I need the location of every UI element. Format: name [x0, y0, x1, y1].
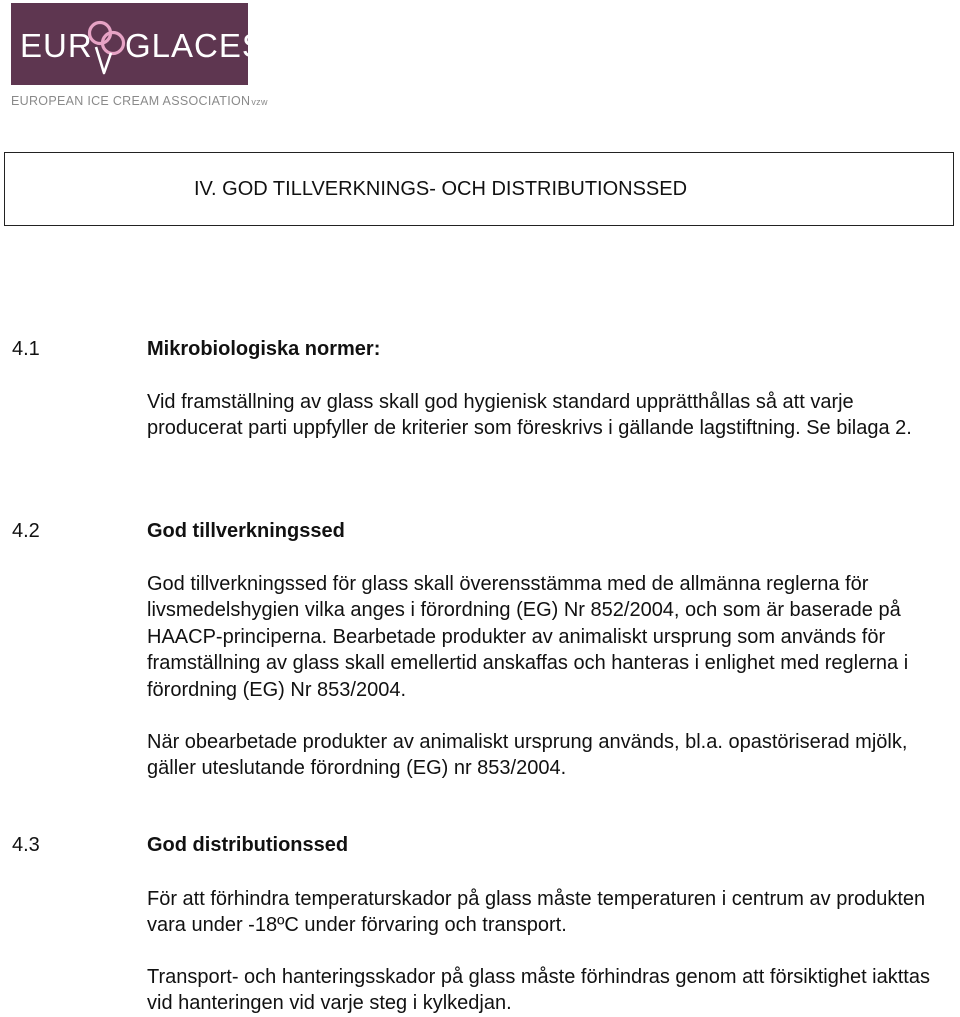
section-4-1-number: 4.1 [12, 338, 40, 360]
section-4-2-paragraph-2: När obearbetade produkter av animaliskt ursprung används, bl.a. opastöriserad mjölk, gäller uteslutande förordning (EG) nr 853/2004. [147, 731, 908, 780]
euroglaces-logo [11, 3, 265, 85]
ice-cream-cone-icon [90, 23, 124, 74]
section-4-2-paragraph-1: God tillverkningssed för glass skall överensstämma med de allmänna reglerna för livsmedelshygien vilka anges i förordning (EG) Nr 852/2004, och som är baserade på HAACP-principerna. Bearbetade produkter av animaliskt ursprung som används för framställning av glass skall emellertid anskaffas och hanteras i enlighet med reglerna i förordning (EG) Nr 853/2004. [147, 573, 909, 701]
section-4-2-number: 4.2 [12, 520, 40, 542]
page-title-box [4, 152, 954, 226]
logo-text-left: EUR [20, 27, 93, 64]
section-4-3-heading: God distributionssed [147, 834, 349, 856]
logo-tagline [11, 94, 268, 108]
logo-text-right: GLACES [125, 27, 265, 64]
section-4-3-paragraph-2: Transport- och hanteringsskador på glass måste förhindras genom att försiktighet iakttas vid hanteringen vid varje steg i kylkedjan. [147, 966, 930, 1015]
section-4-1-paragraph-1: Vid framställning av glass skall god hygienisk standard upprätthållas så att varje producerat parti uppfyller de kriterier som föreskrivs i gällande lagstiftning. Se bilaga 2. [147, 391, 912, 440]
logo-tagline-suffix: vzw [251, 97, 268, 107]
section-4-1-heading: Mikrobiologiska normer: [147, 338, 381, 360]
section-4-2-heading: God tillverkningssed [147, 520, 345, 542]
logo-graphic [11, 3, 265, 85]
logo-tagline-text: EUROPEAN ICE CREAM ASSOCIATION [11, 94, 251, 108]
page-title: IV. GOD TILLVERKNINGS- OCH DISTRIBUTIONSSED [194, 178, 688, 200]
section-4-3-number: 4.3 [12, 834, 40, 856]
section-4-3-paragraph-1: För att förhindra temperaturskador på glass måste temperaturen i centrum av produkten vara under -18ºC under förvaring och transport. [147, 888, 926, 937]
